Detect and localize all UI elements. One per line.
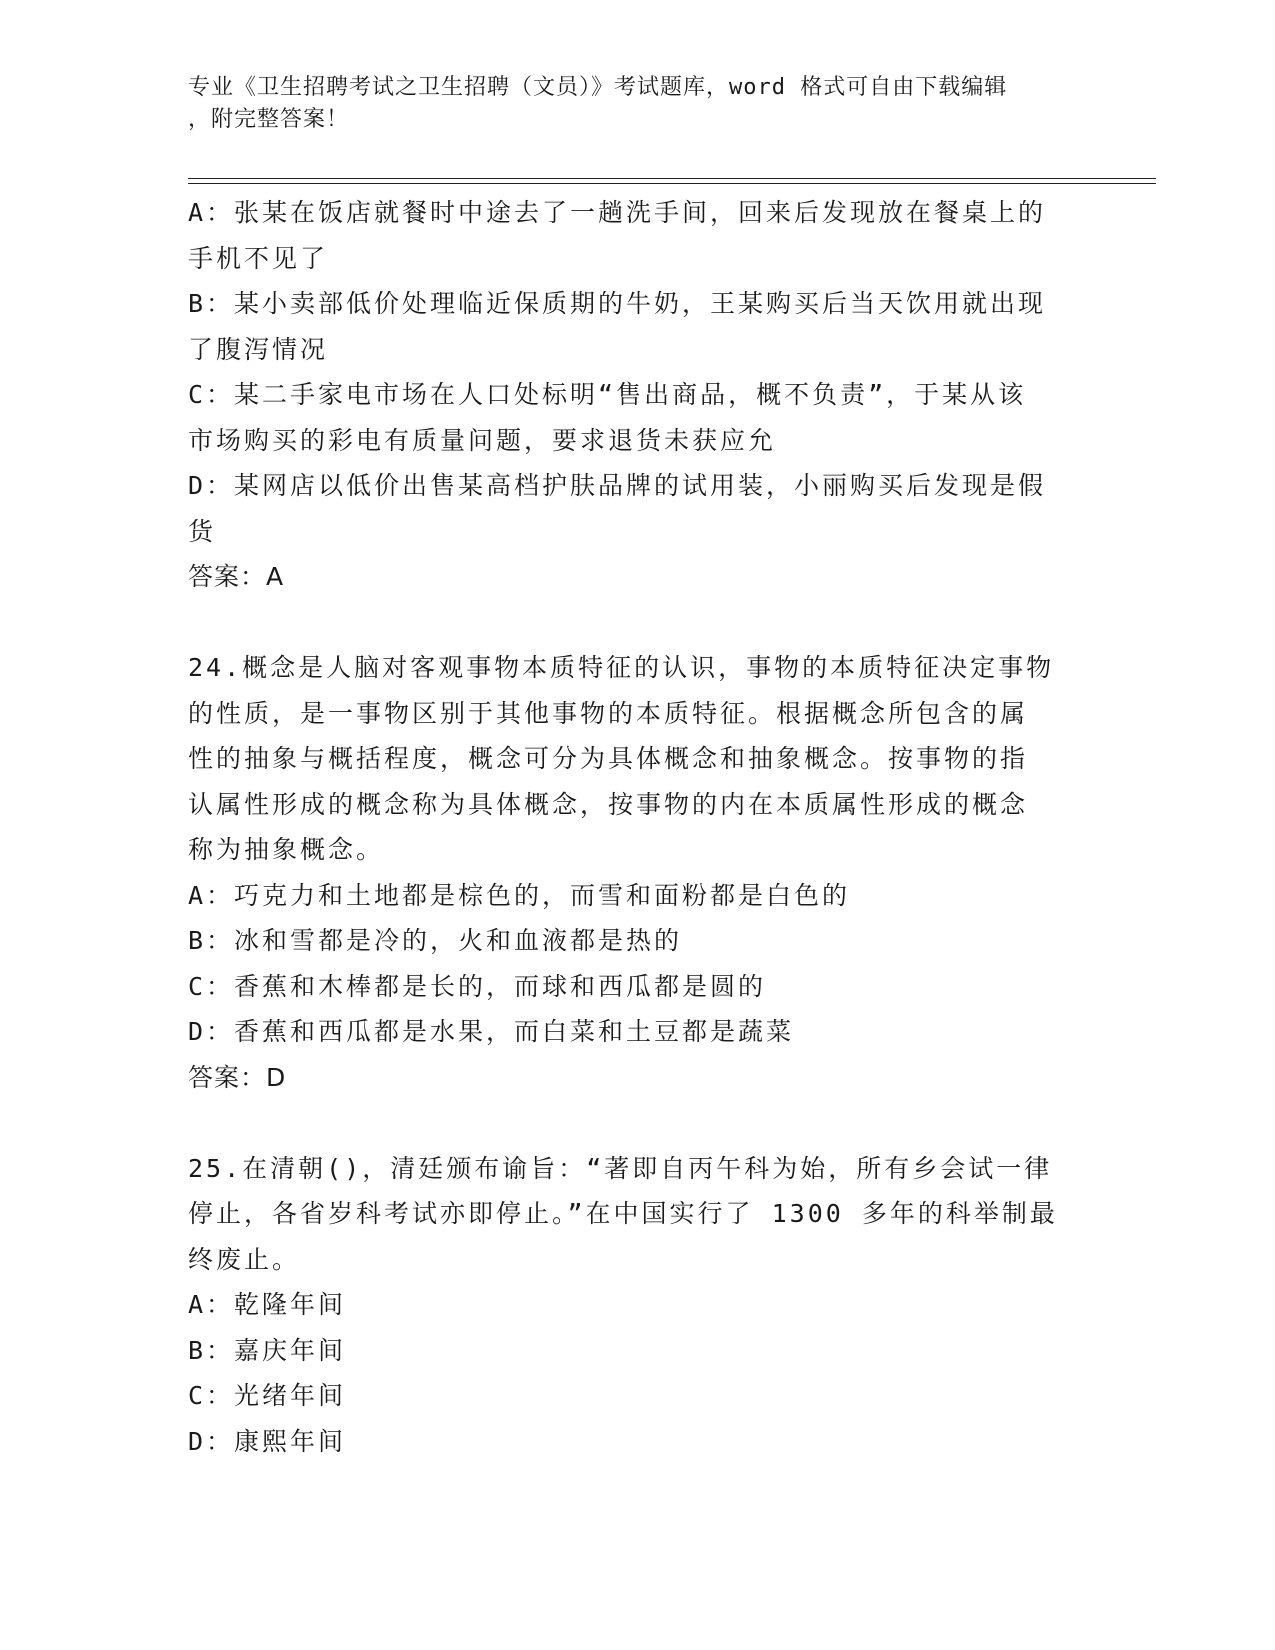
header-rule-bottom [188, 183, 1156, 184]
q25-stem-line-1: 25.在清朝()，清廷颁布谕旨：“著即自丙午科为始，所有乡会试一律 [188, 1153, 1053, 1183]
q24-answer: 答案：D [188, 1062, 287, 1092]
q23-option-b-line-1: B：某小卖部低价处理临近保质期的牛奶，王某购买后当天饮用就出现 [188, 289, 1047, 318]
q23-answer: 答案：A [188, 562, 285, 591]
q23-option-d-line-2: 货 [188, 516, 217, 546]
header-line-2: ，附完整答案！ [188, 107, 350, 132]
question-24 [188, 645, 1088, 1100]
q24-stem-line-2: 的性质，是一事物区别于其他事物的本质特征。根据概念所包含的属 [188, 698, 1029, 728]
question-23 [188, 190, 1088, 600]
q23-option-a-line-1: A：张某在饭店就餐时中途去了一趟洗手间，回来后发现放在餐桌上的 [188, 198, 1047, 227]
q25-stem-line-3: 终废止。 [188, 1244, 301, 1274]
q24-stem-line-4: 认属性形成的概念称为具体概念，按事物的内在本质属性形成的概念 [188, 789, 1029, 819]
document-body [188, 190, 1088, 1464]
q23-option-b-line-2: 了腹泻情况 [188, 334, 329, 364]
q25-option-c: C：光绪年间 [188, 1381, 347, 1410]
q24-option-b: B：冰和雪都是冷的，火和血液都是热的 [188, 926, 683, 955]
q25-option-d: D：康熙年间 [188, 1426, 347, 1456]
document-header [188, 72, 1068, 136]
q25-option-b: B：嘉庆年间 [188, 1335, 347, 1365]
q25-option-a: A：乾隆年间 [188, 1290, 347, 1319]
q23-option-c-line-1: C：某二手家电市场在人口处标明“售出商品，概不负责”，于某从该 [188, 380, 1027, 409]
header-line-1: 专业《卫生招聘考试之卫生招聘（文员）》考试题库，word 格式可自由下载编辑 [188, 75, 1008, 100]
q23-option-c-line-2: 市场购买的彩电有质量问题，要求退货未获应允 [188, 425, 777, 455]
q23-option-d-line-1: D：某网店以低价出售某高档护肤品牌的试用装，小丽购买后发现是假 [188, 471, 1047, 500]
q24-stem-line-1: 24.概念是人脑对客观事物本质特征的认识，事物的本质特征决定事物 [188, 653, 1055, 682]
q24-option-d: D：香蕉和西瓜都是水果，而白菜和土豆都是蔬菜 [188, 1017, 795, 1046]
q24-stem-line-3: 性的抽象与概括程度，概念可分为具体概念和抽象概念。按事物的指 [188, 744, 1029, 773]
q24-option-a: A：巧克力和土地都是棕色的，而雪和面粉都是白色的 [188, 880, 851, 910]
q24-stem-line-5: 称为抽象概念。 [188, 835, 385, 864]
spacer [188, 600, 1088, 646]
question-25 [188, 1146, 1088, 1465]
q24-option-c: C：香蕉和木棒都是长的，而球和西瓜都是圆的 [188, 971, 767, 1001]
q23-option-a-line-2: 手机不见了 [188, 243, 329, 273]
spacer [188, 1100, 1088, 1146]
header-rule-top [188, 178, 1156, 179]
q25-stem-line-2: 停止，各省岁科考试亦即停止。”在中国实行了 1300 多年的科举制最 [188, 1199, 1058, 1228]
